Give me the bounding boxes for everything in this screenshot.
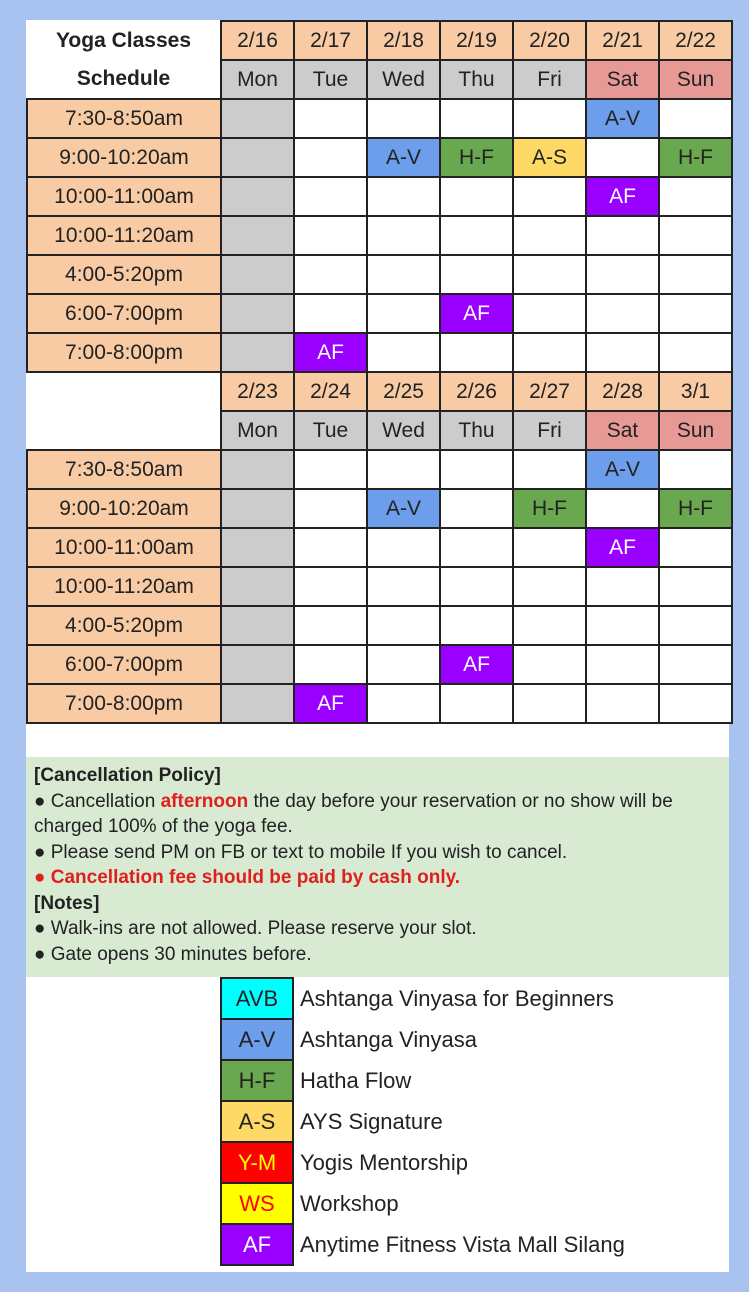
day-cell: Mon — [221, 60, 294, 99]
schedule-page — [26, 20, 729, 1272]
empty-slot — [221, 333, 294, 372]
day-cell: Sun — [659, 60, 732, 99]
empty-slot — [367, 99, 440, 138]
empty-slot — [294, 255, 367, 294]
class-slot[interactable]: AF — [294, 684, 367, 723]
legend-code-swatch: A-V — [221, 1019, 293, 1060]
empty-slot — [659, 450, 732, 489]
date-row — [27, 21, 732, 60]
class-slot[interactable]: H-F — [659, 489, 732, 528]
legend-code-swatch: A-S — [221, 1101, 293, 1142]
policy-cash-only: Cancellation fee should be paid by cash only. — [50, 867, 461, 888]
legend-item — [221, 1224, 625, 1265]
day-cell: Sat — [586, 411, 659, 450]
day-cell: Sat — [586, 60, 659, 99]
empty-slot — [221, 645, 294, 684]
day-cell: Mon — [221, 411, 294, 450]
time-slot-row — [27, 216, 732, 255]
empty-slot — [440, 489, 513, 528]
policy-panel — [26, 757, 729, 977]
class-slot[interactable]: H-F — [513, 489, 586, 528]
empty-slot — [367, 567, 440, 606]
date-cell: 2/18 — [367, 21, 440, 60]
empty-slot — [513, 99, 586, 138]
date-cell: 2/28 — [586, 372, 659, 411]
legend-item — [221, 1060, 625, 1101]
empty-slot — [513, 255, 586, 294]
empty-slot — [586, 294, 659, 333]
empty-slot — [367, 177, 440, 216]
policy-line-3-bullet: ● — [34, 867, 51, 888]
date-cell: 2/23 — [221, 372, 294, 411]
empty-slot — [221, 99, 294, 138]
date-row — [27, 372, 732, 411]
empty-slot — [221, 216, 294, 255]
policy-highlight-afternoon: afternoon — [160, 790, 249, 812]
time-slot-label: 10:00-11:20am — [27, 216, 221, 255]
policy-line-2: ● Please send PM on FB or text to mobile If you wish to cancel. — [34, 841, 568, 863]
legend-item — [221, 1142, 625, 1183]
empty-slot — [659, 567, 732, 606]
empty-slot — [659, 99, 732, 138]
empty-slot — [440, 99, 513, 138]
time-slot-row — [27, 645, 732, 684]
day-cell: Fri — [513, 60, 586, 99]
date-cell: 2/27 — [513, 372, 586, 411]
schedule-title-line-1: Yoga Classes — [27, 21, 221, 60]
empty-slot — [659, 216, 732, 255]
empty-slot — [367, 528, 440, 567]
time-slot-label: 7:00-8:00pm — [27, 684, 221, 723]
legend-label: Workshop — [300, 1190, 399, 1216]
day-cell: Tue — [294, 411, 367, 450]
empty-slot — [586, 138, 659, 177]
empty-slot — [221, 177, 294, 216]
date-cell: 2/19 — [440, 21, 513, 60]
empty-slot — [294, 489, 367, 528]
time-slot-label: 6:00-7:00pm — [27, 645, 221, 684]
empty-slot — [659, 177, 732, 216]
time-slot-label: 10:00-11:00am — [27, 528, 221, 567]
date-cell: 2/21 — [586, 21, 659, 60]
date-cell: 2/26 — [440, 372, 513, 411]
legend-code-swatch: H-F — [221, 1060, 293, 1101]
empty-slot — [367, 216, 440, 255]
day-cell: Sun — [659, 411, 732, 450]
legend-code-swatch: Y-M — [221, 1142, 293, 1183]
empty-slot — [221, 255, 294, 294]
day-cell: Wed — [367, 60, 440, 99]
date-cell: 2/17 — [294, 21, 367, 60]
time-slot-row — [27, 684, 732, 723]
time-slot-row — [27, 255, 732, 294]
time-slot-label: 7:30-8:50am — [27, 450, 221, 489]
empty-slot — [659, 606, 732, 645]
empty-slot — [294, 450, 367, 489]
policy-line-1-rest: the day before your reservation or no show will be charged 100% of the yoga fee. — [34, 790, 673, 837]
empty-slot — [294, 138, 367, 177]
time-slot-label: 4:00-5:20pm — [27, 255, 221, 294]
legend-code-swatch: AF — [221, 1224, 293, 1265]
empty-slot — [294, 528, 367, 567]
date-cell: 2/22 — [659, 21, 732, 60]
time-slot-label: 10:00-11:00am — [27, 177, 221, 216]
empty-slot — [440, 216, 513, 255]
day-cell: Fri — [513, 411, 586, 450]
empty-slot — [586, 333, 659, 372]
empty-slot — [221, 684, 294, 723]
empty-slot — [513, 216, 586, 255]
empty-slot — [659, 294, 732, 333]
empty-slot — [586, 216, 659, 255]
policy-line-1 — [34, 789, 721, 840]
date-cell: 2/20 — [513, 21, 586, 60]
legend-label: Ashtanga Vinyasa for Beginners — [300, 985, 614, 1011]
time-slot-row — [27, 489, 732, 528]
empty-slot — [659, 255, 732, 294]
empty-slot — [586, 489, 659, 528]
time-slot-row — [27, 450, 732, 489]
class-slot[interactable]: AF — [440, 645, 513, 684]
date-cell: 2/24 — [294, 372, 367, 411]
empty-slot — [221, 567, 294, 606]
policy-heading: [Cancellation Policy] — [34, 765, 221, 786]
empty-slot — [586, 567, 659, 606]
empty-slot — [586, 684, 659, 723]
empty-slot — [367, 294, 440, 333]
empty-slot — [659, 333, 732, 372]
empty-slot — [367, 606, 440, 645]
date-cell: 2/25 — [367, 372, 440, 411]
empty-slot — [440, 333, 513, 372]
empty-slot — [513, 606, 586, 645]
empty-slot — [294, 216, 367, 255]
time-slot-row — [27, 528, 732, 567]
empty-slot — [440, 450, 513, 489]
blank-header-cell — [27, 372, 221, 411]
legend-label: Hatha Flow — [300, 1067, 412, 1093]
empty-slot — [221, 450, 294, 489]
note-2: ● Gate opens 30 minutes before. — [34, 943, 312, 965]
empty-slot — [659, 645, 732, 684]
policy-line-1-text: ● Cancellation — [34, 790, 161, 812]
empty-slot — [294, 177, 367, 216]
empty-slot — [294, 645, 367, 684]
empty-slot — [513, 645, 586, 684]
legend-label: Anytime Fitness Vista Mall Silang — [300, 1231, 625, 1257]
time-slot-row — [27, 99, 732, 138]
empty-slot — [440, 177, 513, 216]
legend-item — [221, 1183, 625, 1224]
day-cell: Tue — [294, 60, 367, 99]
notes-heading: [Notes] — [34, 892, 100, 914]
empty-slot — [659, 684, 732, 723]
class-slot[interactable]: A-S — [513, 138, 586, 177]
legend-code-swatch: WS — [221, 1183, 293, 1224]
class-slot[interactable]: A-V — [367, 138, 440, 177]
class-slot[interactable]: AF — [440, 294, 513, 333]
date-cell: 3/1 — [659, 372, 732, 411]
time-slot-row — [27, 333, 732, 372]
day-cell: Thu — [440, 60, 513, 99]
empty-slot — [659, 528, 732, 567]
empty-slot — [294, 99, 367, 138]
schedule-title-line-2: Schedule — [27, 60, 221, 99]
day-row — [27, 411, 732, 450]
time-slot-row — [27, 294, 732, 333]
empty-slot — [586, 645, 659, 684]
legend-label: Yogis Mentorship — [300, 1149, 468, 1175]
empty-slot — [294, 606, 367, 645]
empty-slot — [513, 294, 586, 333]
empty-slot — [367, 255, 440, 294]
empty-slot — [294, 294, 367, 333]
time-slot-label: 4:00-5:20pm — [27, 606, 221, 645]
legend-table — [220, 977, 626, 1266]
legend-item — [221, 978, 625, 1019]
empty-slot — [440, 606, 513, 645]
blank-header-cell — [27, 411, 221, 450]
day-cell: Wed — [367, 411, 440, 450]
date-cell: 2/16 — [221, 21, 294, 60]
class-slot[interactable]: AF — [586, 528, 659, 567]
time-slot-row — [27, 567, 732, 606]
empty-slot — [513, 528, 586, 567]
time-slot-label: 6:00-7:00pm — [27, 294, 221, 333]
empty-slot — [513, 333, 586, 372]
class-slot[interactable]: A-V — [586, 99, 659, 138]
class-slot[interactable]: A-V — [367, 489, 440, 528]
class-slot[interactable]: AF — [586, 177, 659, 216]
empty-slot — [440, 528, 513, 567]
empty-slot — [367, 645, 440, 684]
note-1: ● Walk-ins are not allowed. Please reserve your slot. — [34, 918, 477, 939]
empty-slot — [221, 294, 294, 333]
legend-item — [221, 1019, 625, 1060]
legend-item — [221, 1101, 625, 1142]
empty-slot — [513, 567, 586, 606]
empty-slot — [586, 606, 659, 645]
empty-slot — [367, 450, 440, 489]
time-slot-row — [27, 138, 732, 177]
empty-slot — [221, 138, 294, 177]
schedule-table — [26, 20, 733, 724]
class-slot[interactable]: H-F — [440, 138, 513, 177]
time-slot-row — [27, 606, 732, 645]
empty-slot — [221, 528, 294, 567]
empty-slot — [586, 255, 659, 294]
empty-slot — [513, 684, 586, 723]
empty-slot — [513, 177, 586, 216]
empty-slot — [367, 333, 440, 372]
empty-slot — [294, 567, 367, 606]
time-slot-row — [27, 177, 732, 216]
time-slot-label: 9:00-10:20am — [27, 138, 221, 177]
empty-slot — [367, 684, 440, 723]
empty-slot — [440, 567, 513, 606]
empty-slot — [440, 684, 513, 723]
empty-slot — [221, 606, 294, 645]
class-slot[interactable]: A-V — [586, 450, 659, 489]
day-cell: Thu — [440, 411, 513, 450]
empty-slot — [513, 450, 586, 489]
policy-line-3 — [34, 865, 721, 891]
time-slot-label: 9:00-10:20am — [27, 489, 221, 528]
time-slot-label: 7:30-8:50am — [27, 99, 221, 138]
day-row — [27, 60, 732, 99]
legend-label: AYS Signature — [300, 1108, 443, 1134]
class-slot[interactable]: H-F — [659, 138, 732, 177]
time-slot-label: 10:00-11:20am — [27, 567, 221, 606]
legend-code-swatch: AVB — [221, 978, 293, 1019]
empty-slot — [440, 255, 513, 294]
empty-slot — [221, 489, 294, 528]
class-slot[interactable]: AF — [294, 333, 367, 372]
time-slot-label: 7:00-8:00pm — [27, 333, 221, 372]
legend-label: Ashtanga Vinyasa — [300, 1026, 477, 1052]
